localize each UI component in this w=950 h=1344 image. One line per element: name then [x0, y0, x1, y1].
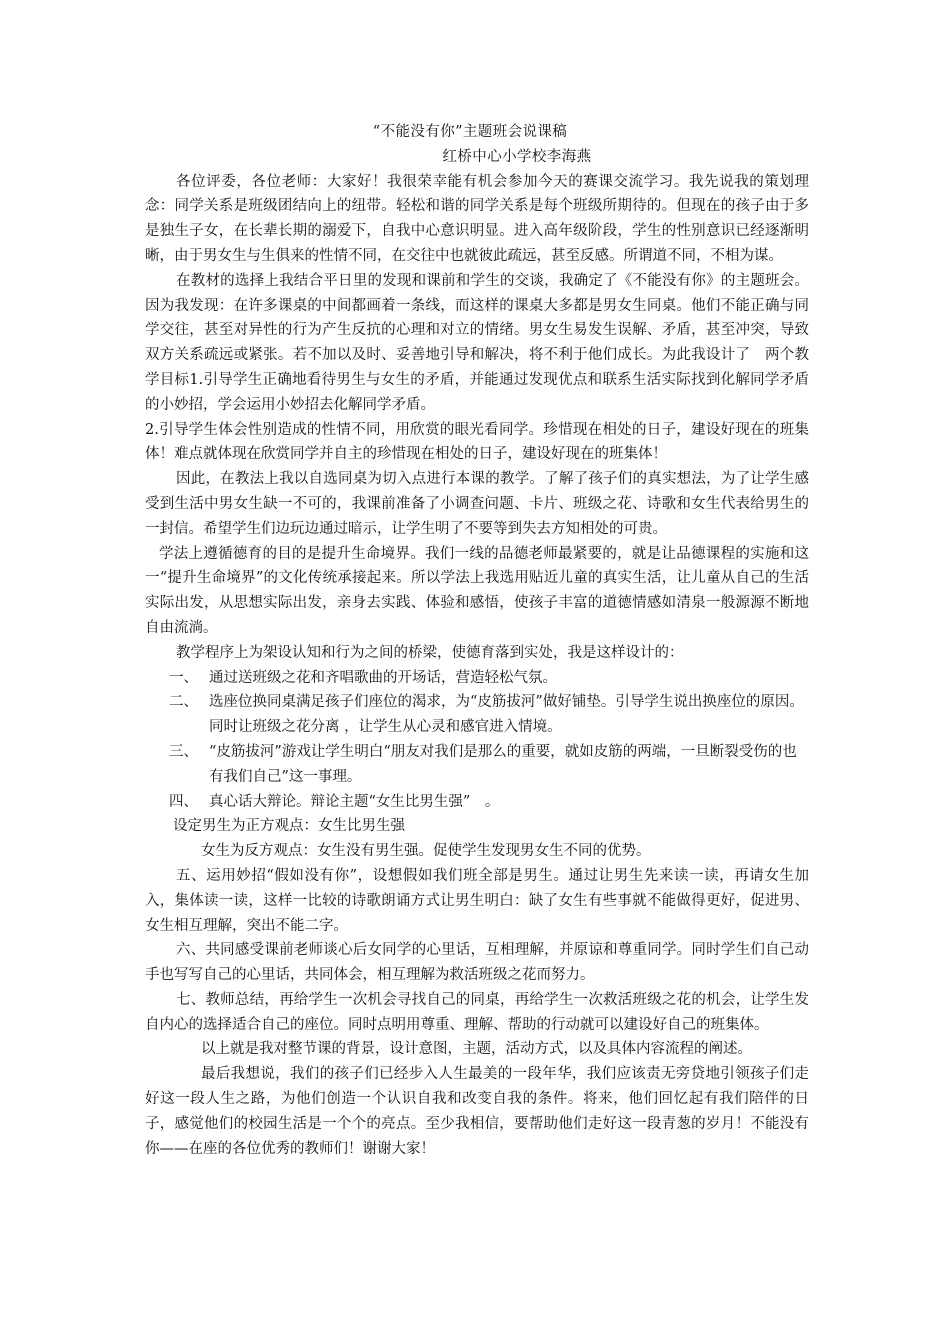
procedure-step — [169, 740, 809, 790]
paragraph-step-6: 六、共同感受课前老师谈心后女同学的心里话，互相理解，并原谅和尊重同学。同时学生们自己动手也写写自己的心里话，共同体会，相互理解为救活班级之花而努力。 — [145, 942, 809, 984]
step-number: 一、 — [169, 669, 198, 686]
document-page — [145, 120, 809, 1161]
paragraph-opening: 各位评委，各位老师：大家好！我很荣幸能有机会参加今天的赛课交流学习。我先说我的策划理念：同学关系是班级团结向上的纽带。轻松和谐的同学关系是每个班级所期待的。但现在的孩子由于多是独生子女，在长辈长期的溺爱下，自我中心意识明显。进入高年级阶段，学生的性别意识已经逐渐明晰，由于男女生与生俱来的性情不同，在交往中也就彼此疏远，甚至反感。所谓道不同，不相为谋。 — [145, 173, 809, 264]
paragraph-materials: 在教材的选择上我结合平日里的发现和课前和学生的交谈，我确定了《不能没有你》的主题班会。因为我发现：在许多课桌的中间都画着一条线，而这样的课桌大多都是男女生同桌。他们不能正确与同学交往，甚至对异性的行为产生反抗的心理和对立的情绪。男女生易发生误解、矛盾，甚至冲突，导致双方关系疏远或紧张。若不加以及时、妥善地引导和解决，将不利于他们成长。为此我设计了 两个教学目标1.引导学生正确地看待男生与女生的矛盾，并能通过发现优点和联系生活实际找到化解同学矛盾的小妙招，学会运用小妙招去化解同学矛盾。 — [145, 272, 809, 413]
step-number: 四、 — [169, 793, 198, 810]
procedure-step — [169, 690, 809, 740]
paragraph-summary: 以上就是我对整节课的背景，设计意图，主题，活动方式，以及具体内容流程的阐述。 — [201, 1041, 752, 1058]
paragraph-goal-2: 2.引导学生体会性别造成的性情不同，用欣赏的眼光看同学。珍惜现在相处的日子，建设好现在的班集体！难点就体现在欣赏同学并自主的珍惜现在相处的日子，建设好现在的班集体！ — [145, 421, 809, 463]
paragraph-procedure-intro: 教学程序上为架设认知和行为之间的桥梁，使德育落到实处，我是这样设计的： — [176, 644, 684, 661]
procedure-step — [169, 790, 809, 815]
paragraph-closing: 最后我想说，我们的孩子们已经步入人生最美的一段年华，我们应该责无旁贷地引领孩子们走好这一段人生之路，为他们创造一个认识自我和改变自我的条件。将来，他们回忆起有我们陪伴的日子，感觉他们的校园生活是一个个的亮点。至少我相信，要帮助他们走好这一段青葱的岁月！不能没有你——在座的各位优秀的教师们！谢谢大家！ — [145, 1066, 809, 1157]
step-text: 真心话大辩论。辩论主题“女生比男生强” 。 — [209, 793, 500, 810]
paragraph-step-5: 五、运用妙招“假如没有你”，设想假如我们班全部是男生。通过让男生先来读一读，再请女生加入，集体读一读，这样一比较的诗歌朗诵方式让男生明白：缺了女生有些事就不能做得更好，促进男、女生相互理解，突出不能二字。 — [145, 867, 809, 934]
document-title: “不能没有你”主题班会说课稿 — [372, 124, 568, 140]
debate-con-position: 女生为反方观点：女生没有男生强。促使学生发现男女生不同的优势。 — [201, 843, 651, 860]
paragraph-step-7: 七、教师总结，再给学生一次机会寻找自己的同桌，再给学生一次救活班级之花的机会，让学生发自内心的选择适合自己的座位。同时点明用尊重、理解、帮助的行动就可以建设好自己的班集体。 — [145, 991, 809, 1033]
step-text: 选座位换同桌满足孩子们座位的渴求，为“皮筋拔河”做好铺垫。引导学生说出换座位的原因。同时让班级之花分离 ，让学生从心灵和感官进入情境。 — [209, 694, 804, 736]
debate-pro-position: 设定男生为正方观点：女生比男生强 — [173, 818, 405, 835]
author-line: 红桥中心小学校李海燕 — [442, 148, 592, 165]
step-number: 三、 — [169, 743, 198, 760]
step-text: 通过送班级之花和齐唱歌曲的开场话，营造轻松气氛。 — [209, 669, 557, 686]
step-number: 二、 — [169, 694, 198, 711]
paragraph-teaching-method: 因此，在教法上我以自选同桌为切入点进行本课的教学。了解了孩子们的真实想法，为了让学生感受到生活中男女生缺一不可的，我课前准备了小调查问题、卡片、班级之花、诗歌和女生代表给男生的一封信。希望学生们边玩边通过暗示，让学生明了不要等到失去方知相处的可贵。 — [145, 471, 809, 537]
procedure-step — [169, 666, 809, 691]
step-text: “皮筋拔河”游戏让学生明白“朋友对我们是那么的重要，就如皮筋的两端，一旦断裂受伤的也有我们自己”这一事理。 — [209, 743, 797, 785]
paragraph-learning-method: 学法上遵循德育的目的是提升生命境界。我们一线的品德老师最紧要的，就是让品德课程的实施和这一“提升生命境界”的文化传统承接起来。所以学法上我选用贴近儿童的真实生活，让儿童从自己的生活实际出发，从思想实际出发，亲身去实践、体验和感悟，使孩子丰富的道德情感如清泉一般源源不断地自由流淌。 — [145, 545, 809, 636]
